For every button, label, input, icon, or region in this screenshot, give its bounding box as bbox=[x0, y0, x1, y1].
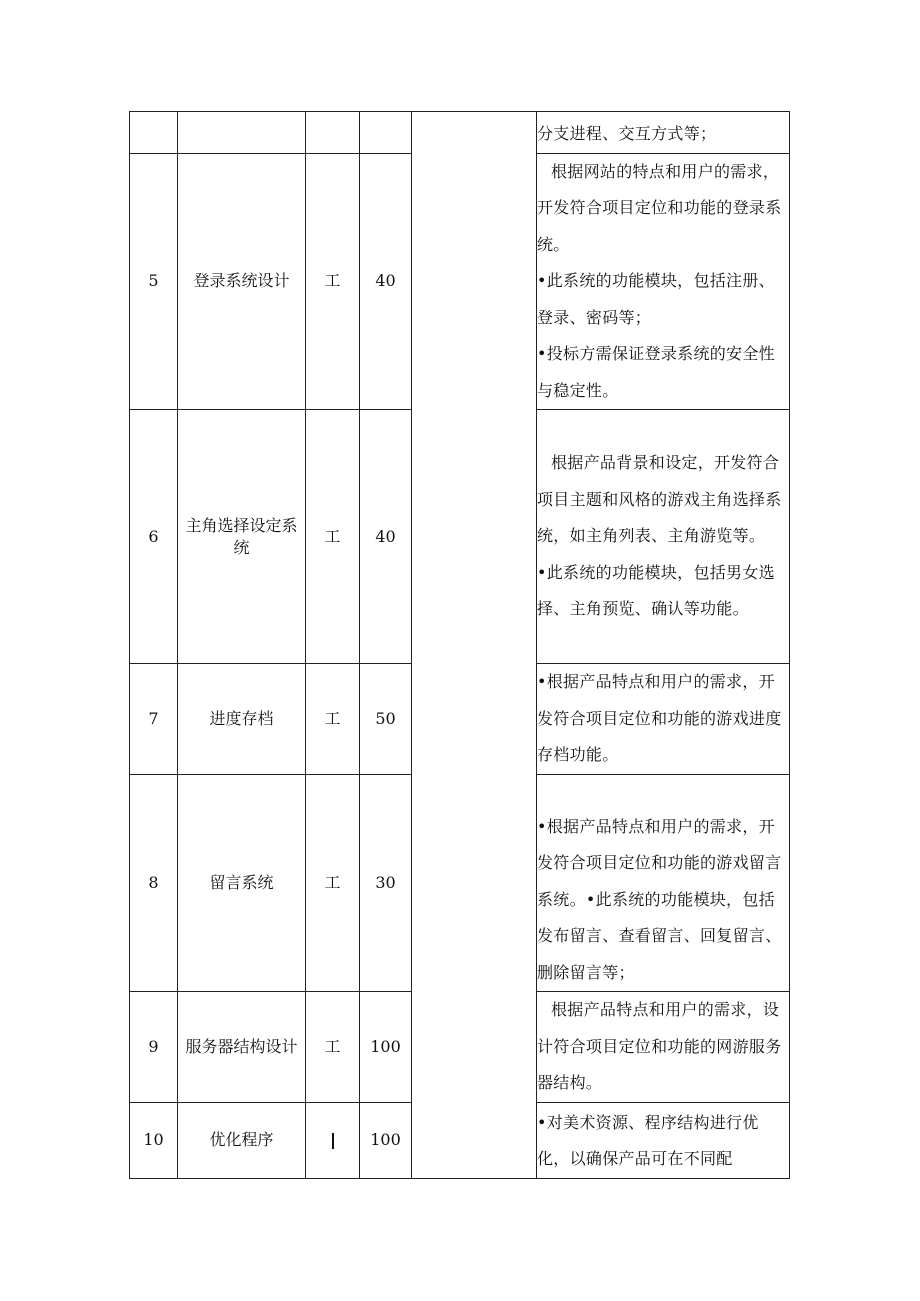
description-bullet: •此系统的功能模块，包括男女选择、主角预览、确认等功能。 bbox=[537, 562, 775, 619]
item-name: 优化程序 bbox=[178, 1102, 306, 1178]
quantity: 100 bbox=[360, 992, 412, 1103]
description-cell bbox=[537, 664, 790, 775]
row-number: 9 bbox=[130, 992, 178, 1103]
row-number: 5 bbox=[130, 153, 178, 410]
description-bullet: •根据产品特点和用户的需求，开发符合项目定位和功能的游戏进度存档功能。 bbox=[537, 672, 782, 764]
description-paragraph: 根据产品背景和设定，开发符合项目主题和风格的游戏主角选择系统，如主角列表、主角游览等。 bbox=[537, 453, 782, 546]
row-number: 7 bbox=[130, 664, 178, 775]
vertical-bar-mark bbox=[332, 1133, 334, 1149]
quantity: 50 bbox=[360, 664, 412, 775]
item-name: 服务器结构设计 bbox=[178, 992, 306, 1103]
merged-blank-cell bbox=[412, 112, 537, 1179]
quantity: 40 bbox=[360, 410, 412, 664]
quantity: 100 bbox=[360, 1102, 412, 1178]
description-cell bbox=[537, 774, 790, 992]
unit: 工 bbox=[306, 153, 360, 410]
item-name: 主角选择设定系统 bbox=[178, 410, 306, 664]
description-cell bbox=[537, 410, 790, 664]
unit bbox=[306, 112, 360, 154]
description-paragraph: 分支进程、交互方式等； bbox=[537, 124, 717, 143]
row-number: 10 bbox=[130, 1102, 178, 1178]
description-bullet: •投标方需保证登录系统的安全性与稳定性。 bbox=[537, 344, 775, 400]
item-name: 登录系统设计 bbox=[178, 153, 306, 410]
description-cell bbox=[537, 1102, 790, 1178]
unit-mark bbox=[306, 1102, 360, 1178]
unit: 工 bbox=[306, 774, 360, 992]
description-bullet: •此系统的功能模块，包括注册、登录、密码等； bbox=[537, 271, 775, 327]
row-number: 6 bbox=[130, 410, 178, 664]
description-bullet: •对美术资源、程序结构进行优化，以确保产品可在不同配 bbox=[537, 1112, 759, 1168]
description-paragraph: 根据产品特点和用户的需求，设计符合项目定位和功能的网游服务器结构。 bbox=[537, 1000, 782, 1092]
item-name: 进度存档 bbox=[178, 664, 306, 775]
row-number: 8 bbox=[130, 774, 178, 992]
unit: 工 bbox=[306, 410, 360, 664]
row-number bbox=[130, 112, 178, 154]
description-cell bbox=[537, 153, 790, 410]
unit: 工 bbox=[306, 992, 360, 1103]
description-paragraph: 根据网站的特点和用户的需求，开发符合项目定位和功能的登录系统。 bbox=[537, 161, 782, 254]
quantity bbox=[360, 112, 412, 154]
unit: 工 bbox=[306, 664, 360, 775]
quantity: 40 bbox=[360, 153, 412, 410]
quantity: 30 bbox=[360, 774, 412, 992]
description-cell bbox=[537, 992, 790, 1103]
description-bullet: •根据产品特点和用户的需求，开发符合项目定位和功能的游戏留言系统。•此系统的功能模块，包括发布留言、查看留言、回复留言、删除留言等； bbox=[537, 816, 782, 982]
table-row bbox=[130, 112, 790, 154]
description-cell bbox=[537, 112, 790, 154]
item-name: 留言系统 bbox=[178, 774, 306, 992]
item-name bbox=[178, 112, 306, 154]
requirements-table bbox=[129, 111, 790, 1179]
